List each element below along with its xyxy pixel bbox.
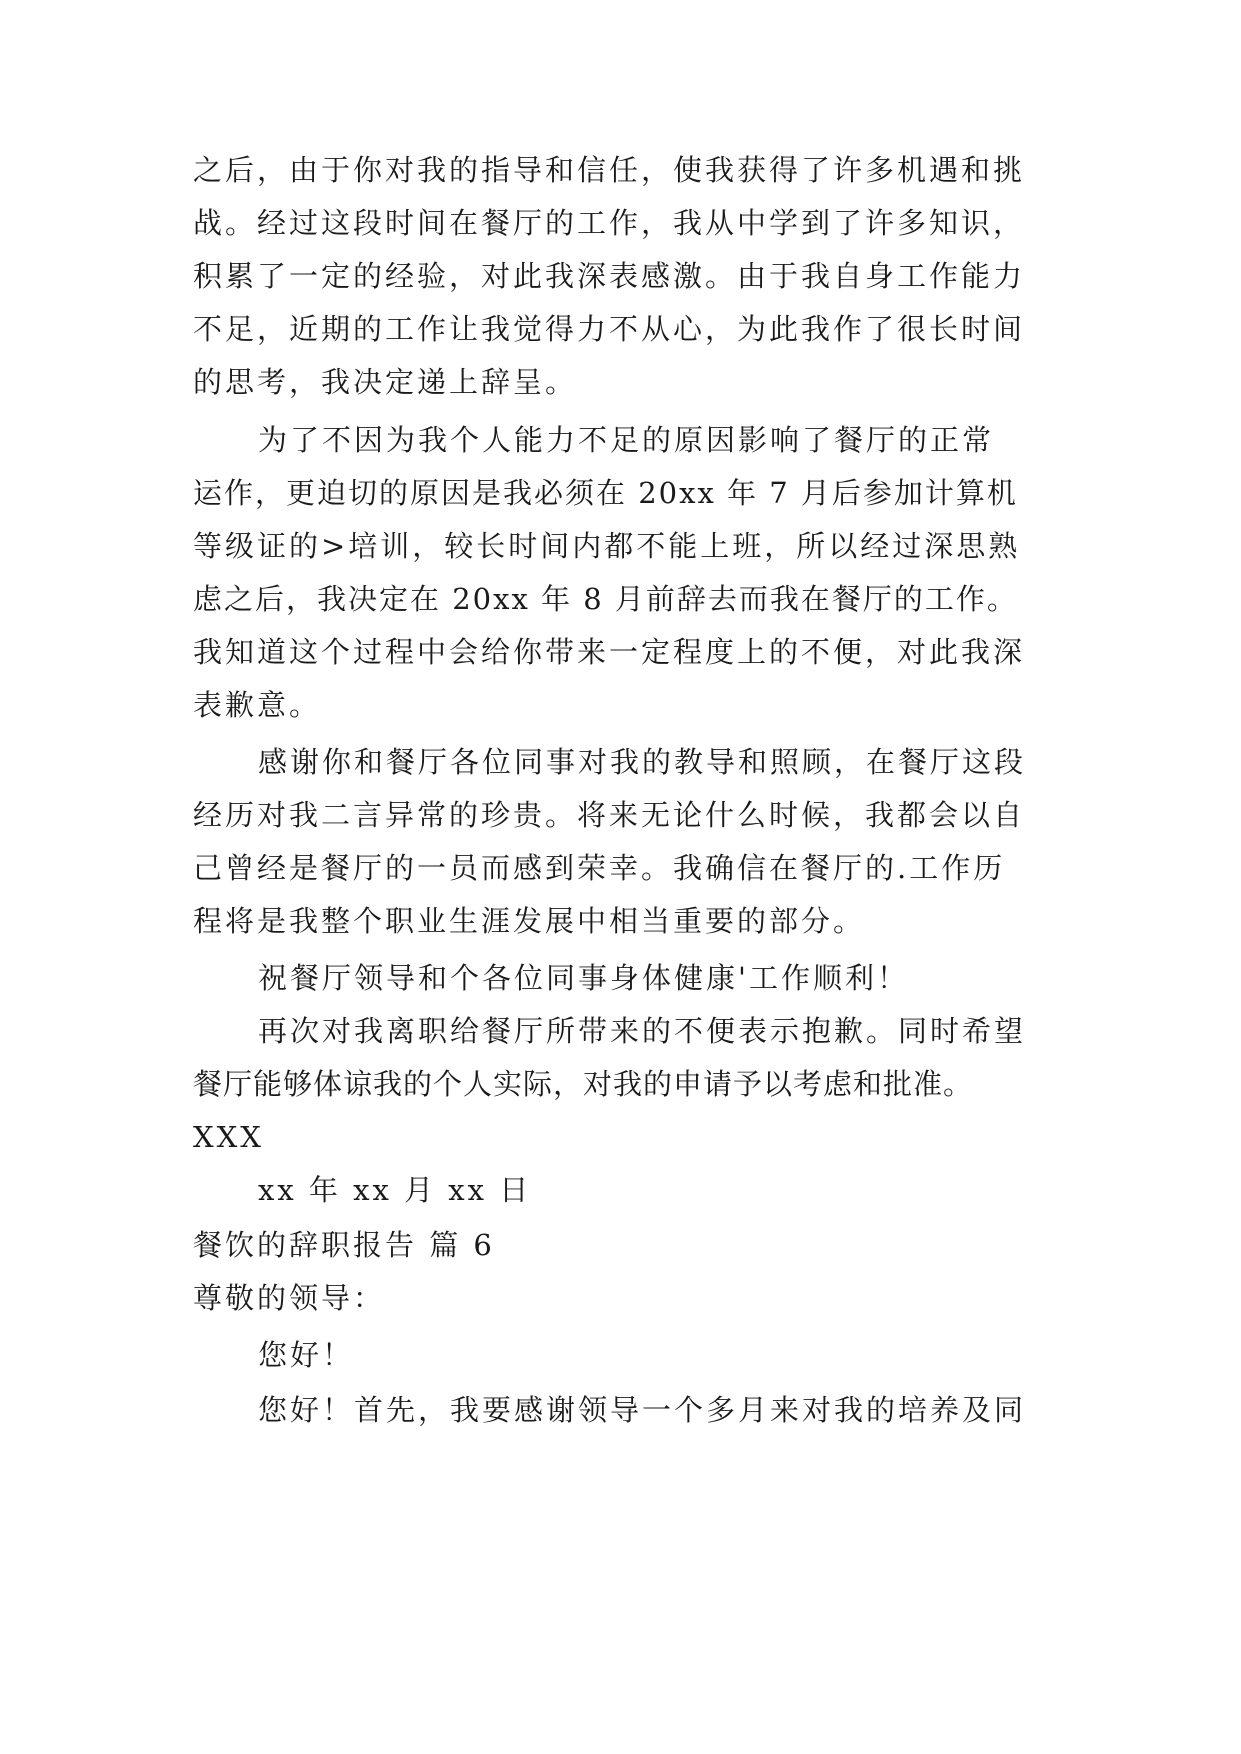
text-line: 己曾经是餐厅的一员而感到荣幸。我确信在餐厅的.工作历 — [193, 851, 1006, 885]
text-line: 之后，由于你对我的指导和信任，使我获得了许多机遇和挑 — [193, 153, 1026, 187]
text-line: 您好！首先，我要感谢领导一个多月来对我的培养及同 — [258, 1393, 1027, 1427]
text-line: 虑之后，我决定在 20xx 年 8 月前辞去而我在餐厅的工作。 — [193, 582, 1018, 616]
text-line: 战。经过这段时间在餐厅的工作，我从中学到了许多知识， — [193, 206, 1026, 240]
text-line: 再次对我离职给餐厅所带来的不便表示抱歉。同时希望 — [258, 1014, 1027, 1048]
text-line: 餐厅能够体谅我的个人实际，对我的申请予以考虑和批准。 — [193, 1067, 974, 1101]
signature: XXX — [193, 1120, 264, 1154]
salutation: 尊敬的领导： — [193, 1281, 386, 1315]
text-line: 表歉意。 — [193, 688, 322, 722]
text-line: 为了不因为我个人能力不足的原因影响了餐厅的正常 — [258, 423, 995, 457]
section-title: 餐饮的辞职报告 篇 6 — [193, 1228, 495, 1262]
text-line: 积累了一定的经验，对此我深表感激。由于我自身工作能力 — [193, 259, 1026, 293]
text-line: 经历对我二言异常的珍贵。将来无论什么时候，我都会以自 — [193, 798, 1026, 832]
text-line: 我知道这个过程中会给你带来一定程度上的不便，对此我深 — [193, 635, 1026, 669]
text-line: 祝餐厅领导和个各位同事身体健康'工作顺利！ — [258, 961, 909, 995]
text-line: 不足，近期的工作让我觉得力不从心，为此我作了很长时间 — [193, 312, 1026, 346]
date-line: xx 年 xx 月 xx 日 — [258, 1173, 532, 1207]
text-line: 等级证的>培训，较长时间内都不能上班，所以经过深思熟 — [193, 529, 1021, 563]
text-line: 程将是我整个职业生涯发展中相当重要的部分。 — [193, 904, 866, 938]
text-line: 感谢你和餐厅各位同事对我的教导和照顾，在餐厅这段 — [258, 745, 1027, 779]
text-line: 的思考，我决定递上辞呈。 — [193, 365, 578, 399]
greeting: 您好！ — [258, 1338, 355, 1372]
text-line: 运作，更迫切的原因是我必须在 20xx 年 7 月后参加计算机 — [193, 476, 1018, 510]
